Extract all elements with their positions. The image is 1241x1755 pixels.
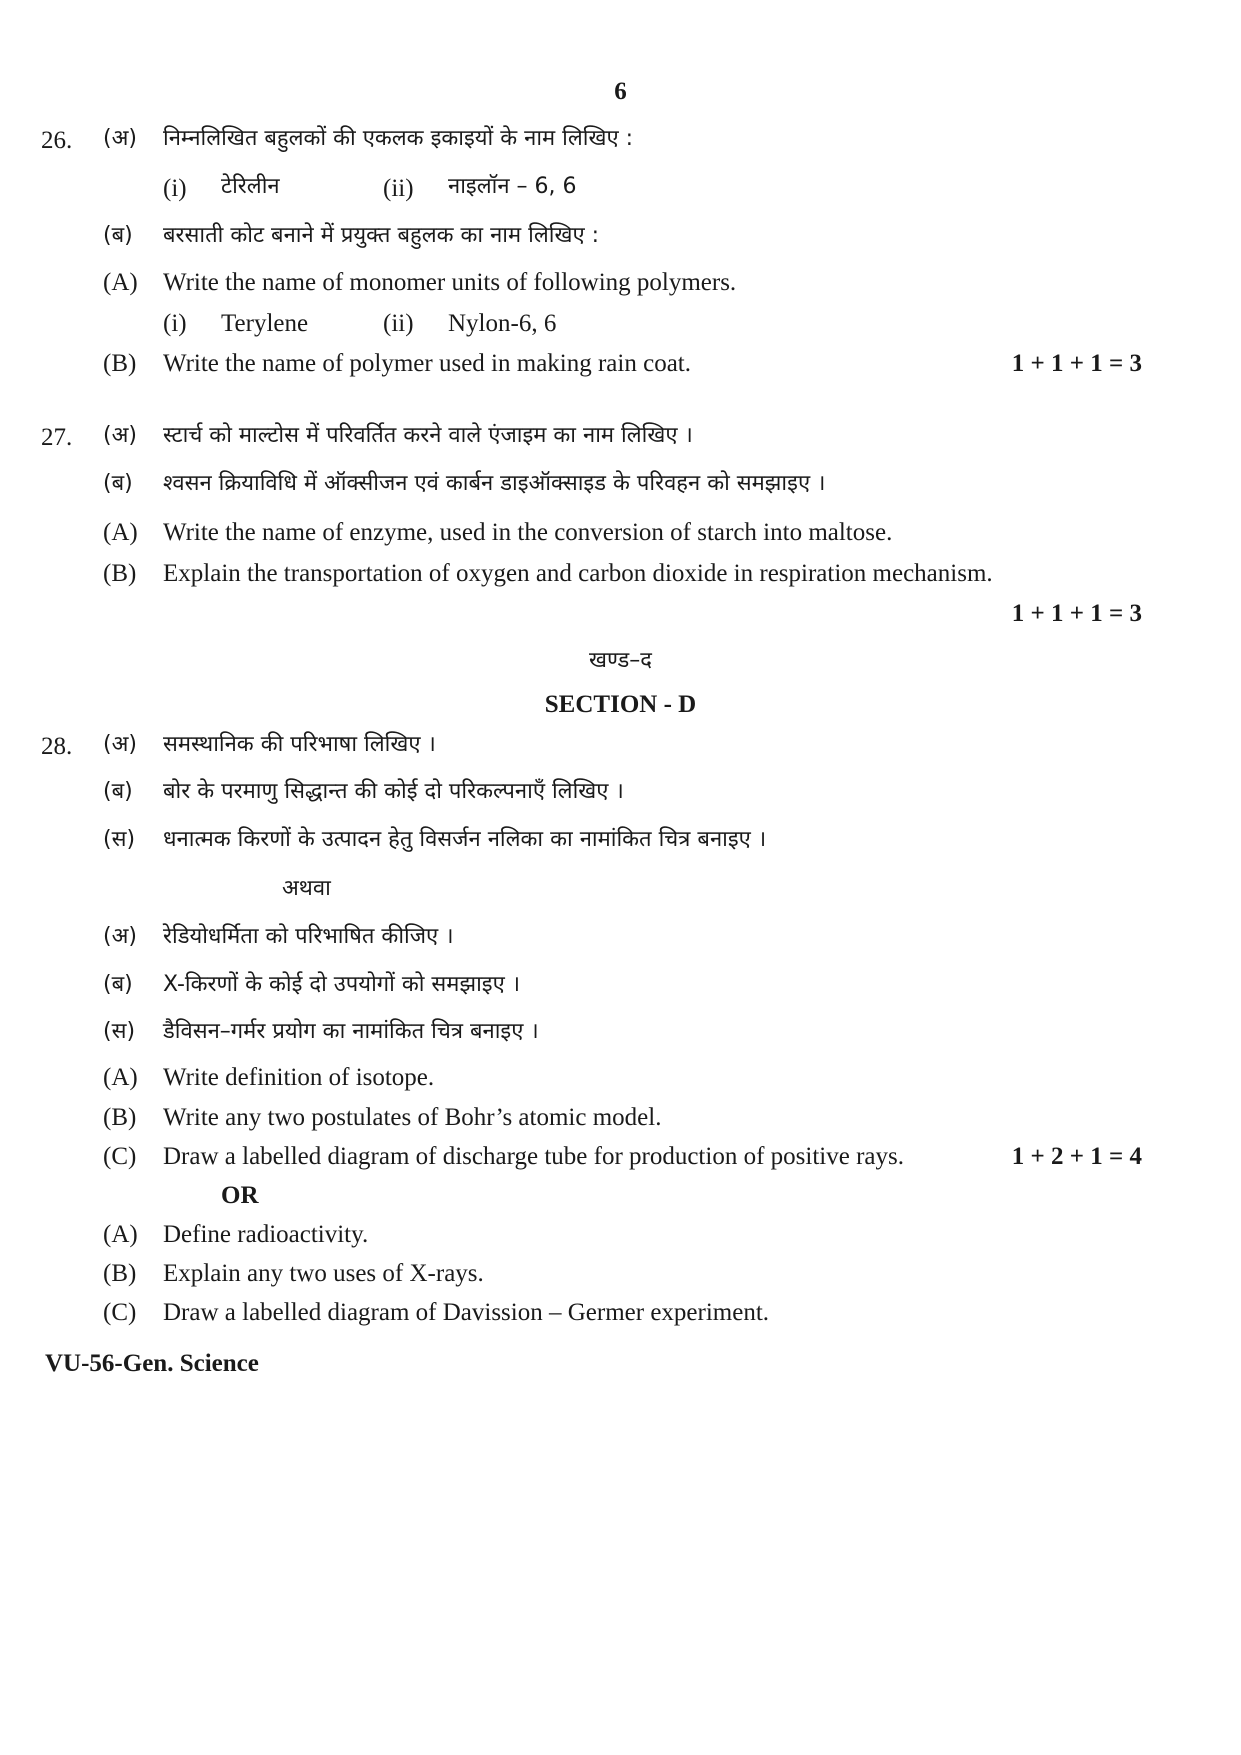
part-label: (A) bbox=[103, 519, 138, 546]
question-text: Write definition of isotope. bbox=[163, 1064, 435, 1091]
question-text-hindi: समस्थानिक की परिभाषा लिखिए । bbox=[163, 732, 436, 757]
paper-code-footer: VU-56-Gen. Science bbox=[45, 1350, 259, 1377]
part-label: (B) bbox=[103, 350, 137, 377]
question-text-hindi: बरसाती कोट बनाने में प्रयुक्त बहुलक का नाम लिखिए : bbox=[163, 223, 600, 248]
part-label: (ब) bbox=[103, 779, 133, 804]
question-text-hindi: X-किरणों के कोई दो उपयोगों को समझाइए । bbox=[163, 972, 521, 997]
part-label: (A) bbox=[103, 1064, 138, 1091]
question-number: 27. bbox=[41, 424, 73, 451]
question-text: Draw a labelled diagram of Davission – Germer experiment. bbox=[163, 1299, 770, 1326]
question-text-hindi: श्वसन क्रियाविधि में ऑक्सीजन एवं कार्बन डाइऑक्साइड के परिवहन को समझाइए । bbox=[163, 471, 826, 496]
question-text-hindi: बोर के परमाणु सिद्धान्त की कोई दो परिकल्पनाएँ लिखिए । bbox=[163, 779, 624, 804]
part-label: (स) bbox=[103, 1019, 136, 1044]
part-label: (B) bbox=[103, 560, 137, 587]
sub-item-label: (ii) bbox=[383, 175, 414, 202]
question-text: Write the name of polymer used in making rain coat. bbox=[163, 350, 691, 377]
question-text-hindi: धनात्मक किरणों के उत्पादन हेतु विसर्जन नलिका का नामांकित चित्र बनाइए । bbox=[163, 827, 767, 852]
part-label: (C) bbox=[103, 1143, 137, 1170]
question-text: Write any two postulates of Bohr’s atomic model. bbox=[163, 1104, 662, 1131]
question-text-hindi: डैविसन–गर्मर प्रयोग का नामांकित चित्र बनाइए । bbox=[163, 1019, 539, 1044]
question-text: Write the name of monomer units of following polymers. bbox=[163, 269, 737, 296]
part-label: (अ) bbox=[103, 126, 137, 151]
part-label: (B) bbox=[103, 1104, 137, 1131]
or-divider-hindi: अथवा bbox=[282, 876, 331, 901]
section-heading-hindi: खण्ड–द bbox=[589, 648, 652, 673]
question-number: 26. bbox=[41, 127, 73, 154]
page-number: 6 bbox=[614, 78, 627, 105]
part-label: (स) bbox=[103, 827, 136, 852]
part-label: (ब) bbox=[103, 471, 133, 496]
sub-item-label: (i) bbox=[163, 310, 187, 337]
question-text-hindi: स्टार्च को माल्टोस में परिवर्तित करने वाले एंजाइम का नाम लिखिए । bbox=[163, 423, 693, 448]
sub-item-text: Nylon-6, 6 bbox=[448, 310, 557, 337]
part-label: (अ) bbox=[103, 924, 137, 949]
part-label: (अ) bbox=[103, 423, 137, 448]
question-text: Define radioactivity. bbox=[163, 1221, 369, 1248]
sub-item-label: (ii) bbox=[383, 310, 414, 337]
question-text: Write the name of enzyme, used in the conversion of starch into maltose. bbox=[163, 519, 893, 546]
sub-item-text: Terylene bbox=[221, 310, 309, 337]
part-label: (B) bbox=[103, 1260, 137, 1287]
question-text: Explain any two uses of X-rays. bbox=[163, 1260, 484, 1287]
marks-allotment: 1 + 1 + 1 = 3 bbox=[1011, 600, 1142, 627]
marks-allotment: 1 + 1 + 1 = 3 bbox=[1011, 350, 1142, 377]
question-text-hindi: रेडियोधर्मिता को परिभाषित कीजिए । bbox=[163, 924, 454, 949]
part-label: (C) bbox=[103, 1299, 137, 1326]
part-label: (ब) bbox=[103, 223, 133, 248]
part-label: (A) bbox=[103, 269, 138, 296]
question-text: Explain the transportation of oxygen and carbon dioxide in respiration mechanism. bbox=[163, 560, 993, 587]
sub-item-label: (i) bbox=[163, 175, 187, 202]
question-text-hindi: निम्नलिखित बहुलकों की एकलक इकाइयों के नाम लिखिए : bbox=[163, 126, 634, 151]
part-label: (ब) bbox=[103, 972, 133, 997]
question-number: 28. bbox=[41, 733, 73, 760]
sub-item-text-hindi: नाइलॉन – 6, 6 bbox=[448, 174, 577, 199]
section-heading: SECTION - D bbox=[544, 691, 697, 718]
part-label: (A) bbox=[103, 1221, 138, 1248]
part-label: (अ) bbox=[103, 732, 137, 757]
question-text: Draw a labelled diagram of discharge tube for production of positive rays. bbox=[163, 1143, 904, 1170]
marks-allotment: 1 + 2 + 1 = 4 bbox=[1011, 1143, 1142, 1170]
or-divider: OR bbox=[221, 1182, 259, 1209]
sub-item-text-hindi: टेरिलीन bbox=[221, 174, 280, 199]
